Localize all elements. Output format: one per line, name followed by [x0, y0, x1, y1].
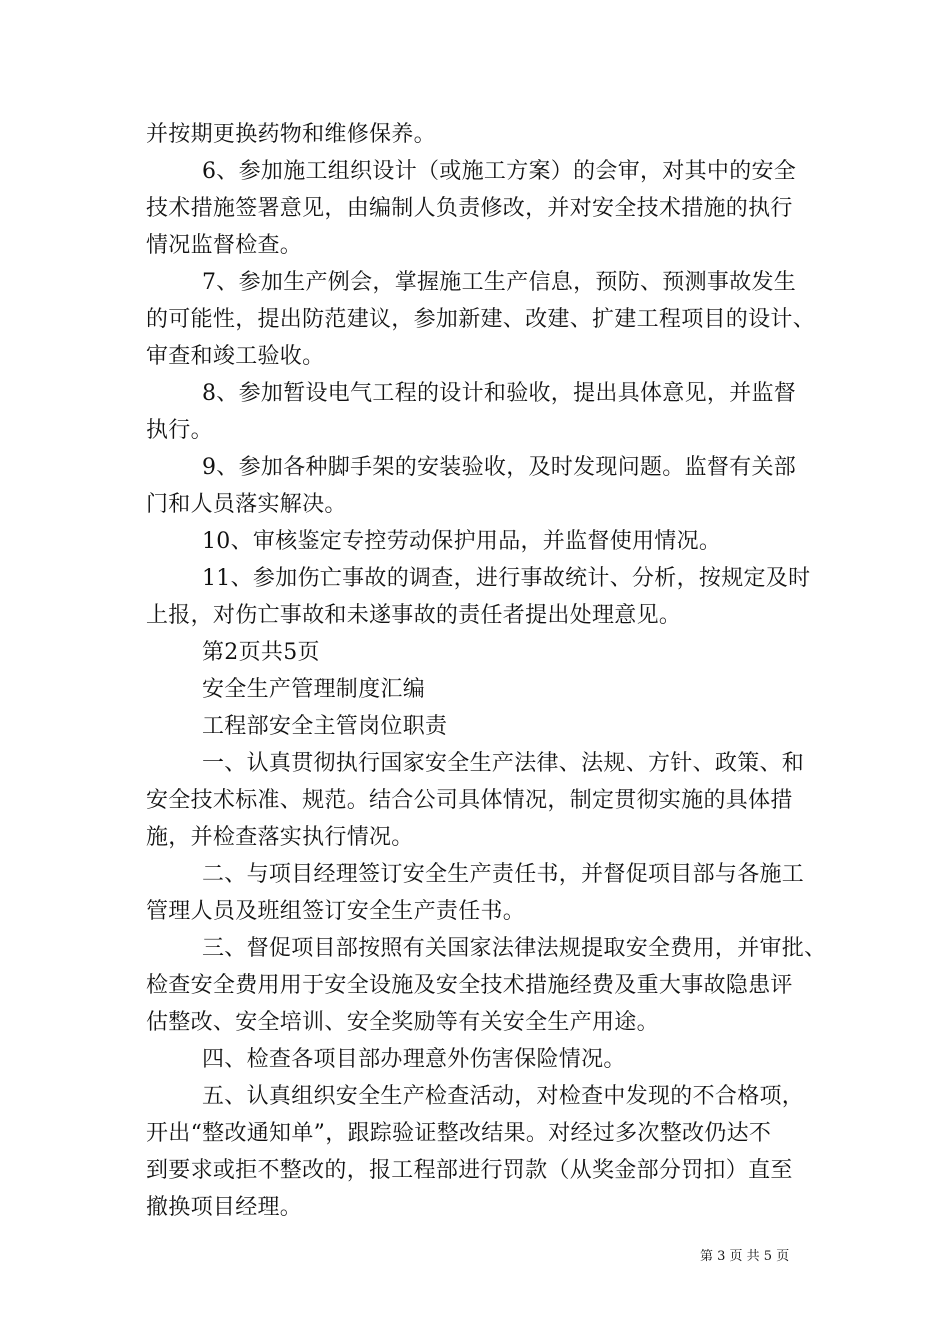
text-line: 工程部安全主管岗位职责 [202, 714, 448, 739]
text-line: 撤换项目经理。 [146, 1195, 303, 1220]
text-line: 10、审核鉴定专控劳动保护用品，并监督使用情况。 [202, 529, 722, 554]
text-line: 安全生产管理制度汇编 [202, 677, 426, 702]
text-line: 二、与项目经理签订安全生产责任书，并督促项目部与各施工 [202, 862, 805, 887]
text-line: 三、督促项目部按照有关国家法律法规提取安全费用，并审批、 [202, 936, 827, 961]
text-line: 审查和竣工验收。 [146, 344, 325, 369]
text-line: 一、认真贯彻执行国家安全生产法律、法规、方针、政策、和 [202, 751, 805, 776]
text-line: 门和人员落实解决。 [146, 492, 347, 517]
text-line: 管理人员及班组签订安全生产责任书。 [146, 899, 526, 924]
text-line: 9、参加各种脚手架的安装验收，及时发现问题。监督有关部 [202, 455, 797, 480]
text-line: 并按期更换药物和维修保养。 [146, 122, 436, 147]
text-line: 6、参加施工组织设计（或施工方案）的会审，对其中的安全 [202, 159, 797, 184]
text-line: 情况监督检查。 [146, 233, 303, 258]
text-line: 开出“整改通知单”，跟踪验证整改结果。对经过多次整改仍达不 [146, 1121, 772, 1146]
text-line: 7、参加生产例会，掌握施工生产信息，预防、预测事故发生 [202, 270, 797, 295]
text-line: 执行。 [146, 418, 213, 443]
text-line: 第2页共5页 [202, 640, 320, 665]
text-line: 五、认真组织安全生产检查活动，对检查中发现的不合格项， [202, 1084, 805, 1109]
text-line: 上报，对伤亡事故和未遂事故的责任者提出处理意见。 [146, 603, 682, 628]
text-line: 检查安全费用用于安全设施及安全技术措施经费及重大事故隐患评 [146, 973, 793, 998]
text-line: 技术措施签署意见，由编制人负责修改，并对安全技术措施的执行 [146, 196, 793, 221]
text-line: 11、参加伤亡事故的调查，进行事故统计、分析，按规定及时 [202, 566, 811, 591]
text-line: 的可能性，提出防范建议，参加新建、改建、扩建工程项目的设计、 [146, 307, 816, 332]
page-footer: 第 3 页 共 5 页 [700, 1249, 790, 1264]
text-line: 到要求或拒不整改的，报工程部进行罚款（从奖金部分罚扣）直至 [146, 1158, 793, 1183]
text-line: 施，并检查落实执行情况。 [146, 825, 414, 850]
text-line: 8、参加暂设电气工程的设计和验收，提出具体意见，并监督 [202, 381, 797, 406]
text-line: 估整改、安全培训、安全奖励等有关安全生产用途。 [146, 1010, 659, 1035]
text-line: 安全技术标准、规范。结合公司具体情况，制定贯彻实施的具体措 [146, 788, 793, 813]
document-body [146, 116, 827, 1226]
text-line: 四、检查各项目部办理意外伤害保险情况。 [202, 1047, 626, 1072]
